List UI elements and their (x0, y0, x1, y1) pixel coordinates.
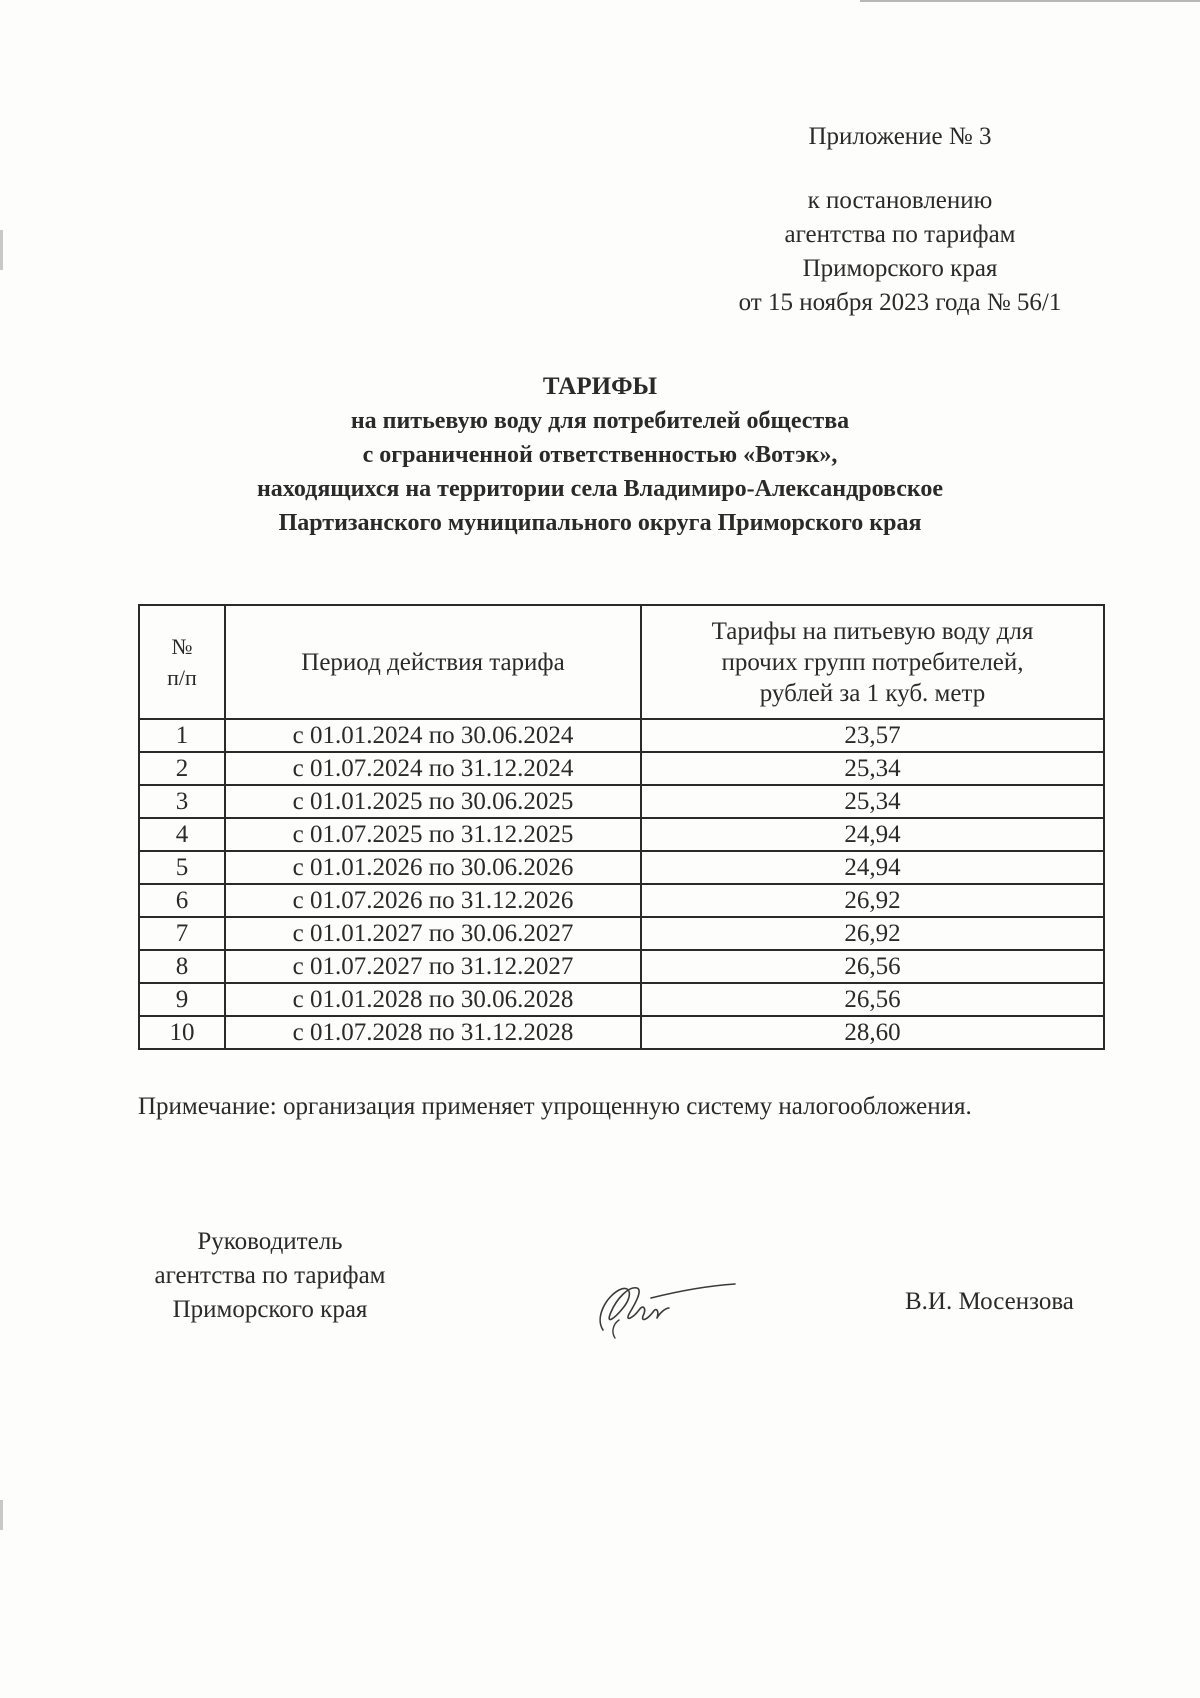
row-number-cell: 8 (139, 950, 225, 983)
table-row (139, 785, 1104, 818)
tariff-cell: 28,60 (641, 1016, 1104, 1049)
document-title (100, 370, 1100, 540)
reference-line: к постановлению (807, 187, 993, 214)
appendix-number: Приложение № 3 (808, 123, 992, 150)
reference-line: агентства по тарифам (784, 221, 1016, 248)
title-line: на питьевую воду для потребителей общества (350, 408, 850, 434)
table-header-row (139, 605, 1104, 719)
signatory-name: В.И. Мосензова (905, 1288, 1074, 1315)
tariff-cell: 25,34 (641, 785, 1104, 818)
reference-line: Приморского края (802, 255, 998, 282)
row-number-cell: 3 (139, 785, 225, 818)
table-row (139, 851, 1104, 884)
title-main: ТАРИФЫ (542, 373, 658, 400)
row-number-cell: 9 (139, 983, 225, 1016)
table-row (139, 884, 1104, 917)
appendix-reference (700, 184, 1100, 320)
position-line: Руководитель (197, 1228, 343, 1255)
period-cell: с 01.07.2028 по 31.12.2028 (225, 1016, 641, 1049)
period-cell: с 01.07.2026 по 31.12.2026 (225, 884, 641, 917)
header-period: Период действия тарифа (225, 605, 641, 719)
scan-edge-mark (0, 1500, 3, 1530)
table-row (139, 752, 1104, 785)
table-row (139, 818, 1104, 851)
tariff-cell: 26,92 (641, 917, 1104, 950)
header-num: № п/п (139, 605, 225, 719)
tariff-cell: 26,56 (641, 983, 1104, 1016)
row-number-cell: 4 (139, 818, 225, 851)
tariff-cell: 23,57 (641, 719, 1104, 752)
tax-note: Примечание: организация применяет упрощенную систему налогообложения. (138, 1093, 972, 1120)
signatory-position (130, 1225, 410, 1327)
tariff-cell: 25,34 (641, 752, 1104, 785)
period-cell: с 01.01.2025 по 30.06.2025 (225, 785, 641, 818)
handwritten-signature (585, 1268, 745, 1348)
table-row (139, 1016, 1104, 1049)
scan-edge-mark (0, 230, 3, 270)
row-number-cell: 1 (139, 719, 225, 752)
title-line: находящихся на территории села Владимиро-Александровское (256, 476, 944, 502)
tariff-cell: 24,94 (641, 818, 1104, 851)
table-body (139, 719, 1104, 1049)
period-cell: с 01.01.2027 по 30.06.2027 (225, 917, 641, 950)
row-number-cell: 5 (139, 851, 225, 884)
row-number-cell: 10 (139, 1016, 225, 1049)
title-line: с ограниченной ответственностью «Вотэк», (362, 442, 838, 468)
position-line: Приморского края (172, 1296, 368, 1323)
period-cell: с 01.01.2026 по 30.06.2026 (225, 851, 641, 884)
tariff-table (138, 604, 1105, 1050)
reference-line: от 15 ноября 2023 года № 56/1 (738, 289, 1062, 316)
period-cell: с 01.07.2024 по 31.12.2024 (225, 752, 641, 785)
period-cell: с 01.07.2027 по 31.12.2027 (225, 950, 641, 983)
row-number-cell: 2 (139, 752, 225, 785)
table-row (139, 917, 1104, 950)
tariff-cell: 26,56 (641, 950, 1104, 983)
scan-artifact-line (860, 0, 1200, 2)
period-cell: с 01.07.2025 по 31.12.2025 (225, 818, 641, 851)
table-row (139, 950, 1104, 983)
period-cell: с 01.01.2024 по 30.06.2024 (225, 719, 641, 752)
table-row (139, 983, 1104, 1016)
title-line: Партизанского муниципального округа Приморского края (278, 510, 922, 536)
tariff-cell: 24,94 (641, 851, 1104, 884)
header-tariff: Тарифы на питьевую воду для прочих групп потребителей, рублей за 1 куб. метр (641, 605, 1104, 719)
row-number-cell: 7 (139, 917, 225, 950)
period-cell: с 01.01.2028 по 30.06.2028 (225, 983, 641, 1016)
position-line: агентства по тарифам (154, 1262, 386, 1289)
table-row (139, 719, 1104, 752)
row-number-cell: 6 (139, 884, 225, 917)
tariff-cell: 26,92 (641, 884, 1104, 917)
